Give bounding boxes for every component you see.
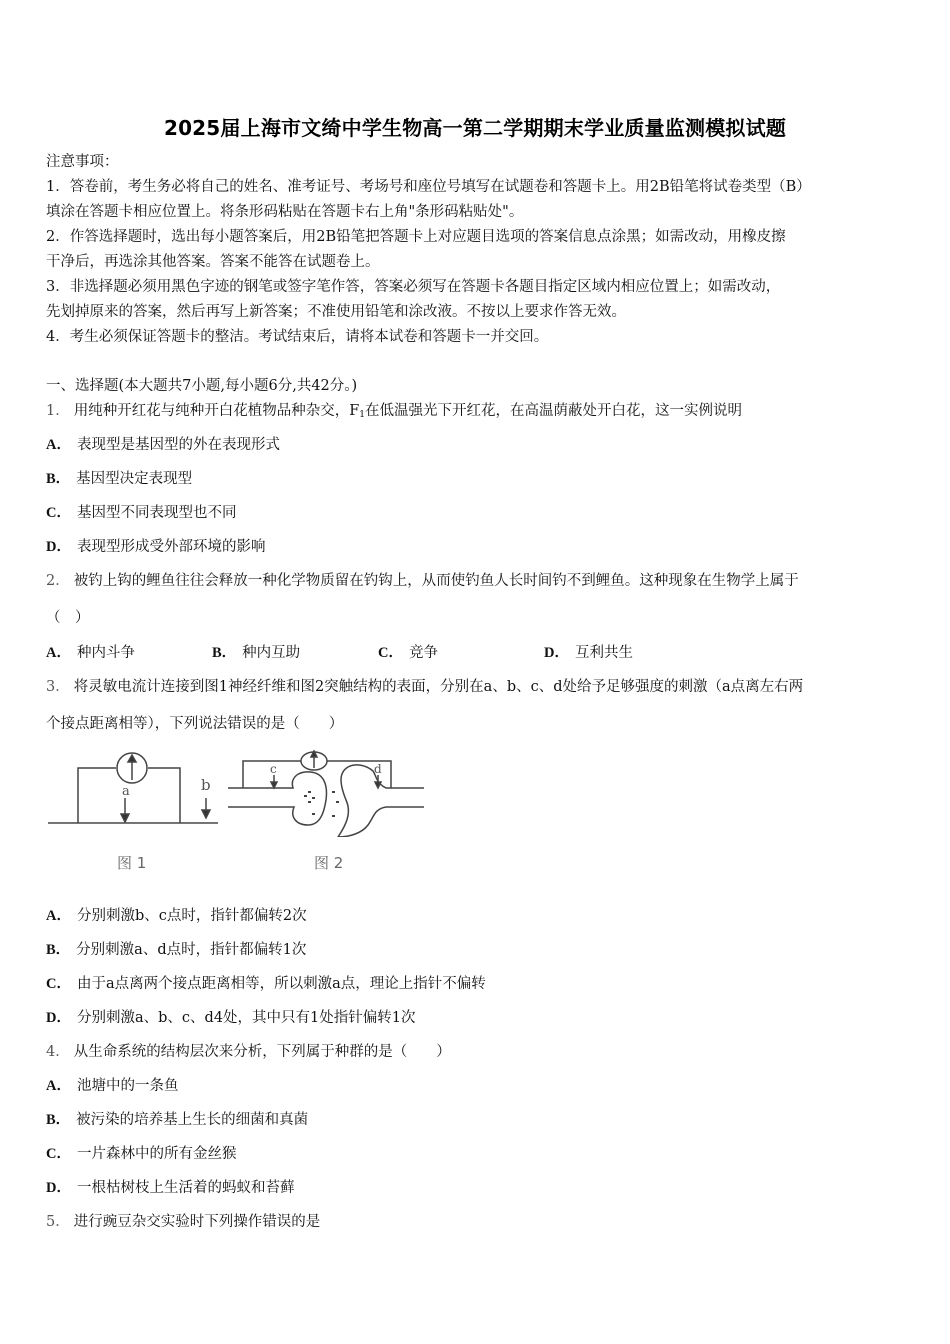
question-number: 2． — [46, 573, 70, 589]
figure-2-caption: 图 2 — [314, 854, 344, 872]
notice-line: 先划掉原来的答案，然后再写上新答案；不准使用铅笔和涂改液。不按以上要求作答无效。 — [46, 304, 626, 320]
option-text: 分别刺激a、b、c、d4处，其中只有1处指针偏转1次 — [76, 1010, 416, 1026]
option-label: D． — [544, 645, 569, 661]
option-c[interactable] — [46, 1144, 236, 1164]
option-text: 表现型形成受外部环境的影响 — [76, 539, 266, 555]
question-number: 5． — [46, 1214, 70, 1230]
option-label: B． — [46, 942, 71, 958]
option-b[interactable] — [46, 940, 306, 960]
option-text: 由于a点离两个接点距离相等，所以刺激a点，理论上指针不偏转 — [76, 976, 486, 992]
option-c[interactable] — [46, 974, 486, 994]
option-label: B． — [46, 1112, 71, 1128]
option-b[interactable] — [212, 643, 300, 663]
question-number: 3． — [46, 679, 70, 695]
option-text: 种内互助 — [242, 645, 301, 661]
option-label: A． — [46, 908, 71, 924]
option-label: C． — [46, 505, 71, 521]
option-label: A． — [46, 1078, 71, 1094]
question-4 — [46, 1042, 451, 1062]
option-text: 被污染的培养基上生长的细菌和真菌 — [76, 1112, 309, 1128]
option-d[interactable] — [46, 1008, 416, 1028]
notice-line: 4．考生必须保证答题卡的整洁。考试结束后，请将本试卷和答题卡一并交回。 — [46, 329, 549, 345]
option-text: 池塘中的一条鱼 — [76, 1078, 179, 1094]
question-text: 将灵敏电流计连接到图1神经纤维和图2突触结构的表面，分别在a、b、c、d处给予足够强度的刺激（a点离左右两 — [73, 679, 804, 695]
subscript: 1 — [359, 410, 366, 420]
option-text: 表现型是基因型的外在表现形式 — [76, 437, 280, 453]
option-text: 竞争 — [408, 645, 438, 661]
option-label: A． — [46, 645, 71, 661]
option-label: D． — [46, 539, 71, 555]
notice-line: 干净后，再选涂其他答案。答案不能答在试题卷上。 — [46, 254, 380, 270]
option-text: 分别刺激b、c点时，指针都偏转2次 — [76, 908, 307, 924]
option-d[interactable] — [46, 537, 265, 557]
question-number: 4． — [46, 1044, 70, 1060]
question-1 — [46, 401, 742, 425]
option-label: C． — [378, 645, 403, 661]
option-label: B． — [46, 471, 71, 487]
option-label: B． — [212, 645, 237, 661]
option-d[interactable] — [544, 643, 633, 663]
section-heading: 一、选择题(本大题共7小题,每小题6分,共42分。) — [46, 378, 358, 394]
option-label: A． — [46, 437, 71, 453]
page-title: 2025届上海市文绮中学生物高一第二学期期末学业质量监测模拟试题 — [163, 116, 787, 140]
label-d: d — [374, 762, 382, 776]
question-number: 1． — [46, 403, 70, 419]
question-text: 在低温强光下开红花，在高温荫蔽处开白花，这一实例说明 — [365, 403, 743, 419]
question-text: 进行豌豆杂交实验时下列操作错误的是 — [73, 1214, 321, 1230]
option-b[interactable] — [46, 1110, 308, 1130]
notice-line: 2．作答选择题时，选出每小题答案后，用2B铅笔把答题卡上对应题目选项的答案信息点涂黑；如需改动，用橡皮擦 — [46, 229, 786, 245]
question-5 — [46, 1212, 320, 1232]
option-a[interactable] — [46, 1076, 178, 1096]
label-a: a — [122, 784, 130, 799]
option-a[interactable] — [46, 643, 135, 663]
option-text: 互利共生 — [574, 645, 633, 661]
option-label: C． — [46, 1146, 71, 1162]
option-a[interactable] — [46, 906, 307, 926]
option-text: 分别刺激a、d点时，指针都偏转1次 — [76, 942, 307, 958]
notice-heading: 注意事项： — [46, 154, 119, 170]
question-text: 被钓上钩的鲤鱼往往会释放一种化学物质留在钓钩上，从而使钓鱼人长时间钓不到鲤鱼。这种现象在生物学上属于 — [73, 573, 799, 589]
option-b[interactable] — [46, 469, 192, 489]
option-d[interactable] — [46, 1178, 294, 1198]
option-label: C． — [46, 976, 71, 992]
figure-2-synapse — [228, 745, 424, 837]
option-text: 基因型不同表现型也不同 — [76, 505, 237, 521]
option-a[interactable] — [46, 435, 280, 455]
question-3-cont: 个接点距离相等），下列说法错误的是（ ） — [46, 716, 344, 732]
notice-line: 1．答卷前，考生务必将自己的姓名、准考证号、考场号和座位号填写在试题卷和答题卡上。用2B铅笔将试卷类型（B） — [46, 179, 811, 195]
option-text: 一根枯树枝上生活着的蚂蚁和苔藓 — [76, 1180, 295, 1196]
figure-1-caption: 图 1 — [117, 854, 147, 872]
fiber-lower-line — [48, 823, 218, 844]
notice-line: 填涂在答题卡相应位置上。将条形码粘贴在答题卡右上角"条形码粘贴处"。 — [46, 204, 524, 220]
question-text: 从生命系统的结构层次来分析，下列属于种群的是（ ） — [73, 1044, 451, 1060]
option-text: 种内斗争 — [76, 645, 135, 661]
option-text: 基因型决定表现型 — [76, 471, 193, 487]
option-c[interactable] — [46, 503, 236, 523]
label-b: b — [201, 776, 211, 794]
question-text: 用纯种开红花与纯种开白花植物品种杂交，F — [73, 403, 360, 419]
option-c[interactable] — [378, 643, 438, 663]
question-2 — [46, 571, 799, 591]
question-2-blank: （ ） — [46, 610, 90, 626]
label-c: c — [270, 762, 277, 776]
notice-line: 3．非选择题必须用黑色字迹的钢笔或签字笔作答，答案必须写在答题卡各题目指定区域内相应位置上；如需改动， — [46, 279, 781, 295]
option-label: D． — [46, 1010, 71, 1026]
option-label: D． — [46, 1180, 71, 1196]
question-3 — [46, 677, 803, 697]
option-text: 一片森林中的所有金丝猴 — [76, 1146, 237, 1162]
